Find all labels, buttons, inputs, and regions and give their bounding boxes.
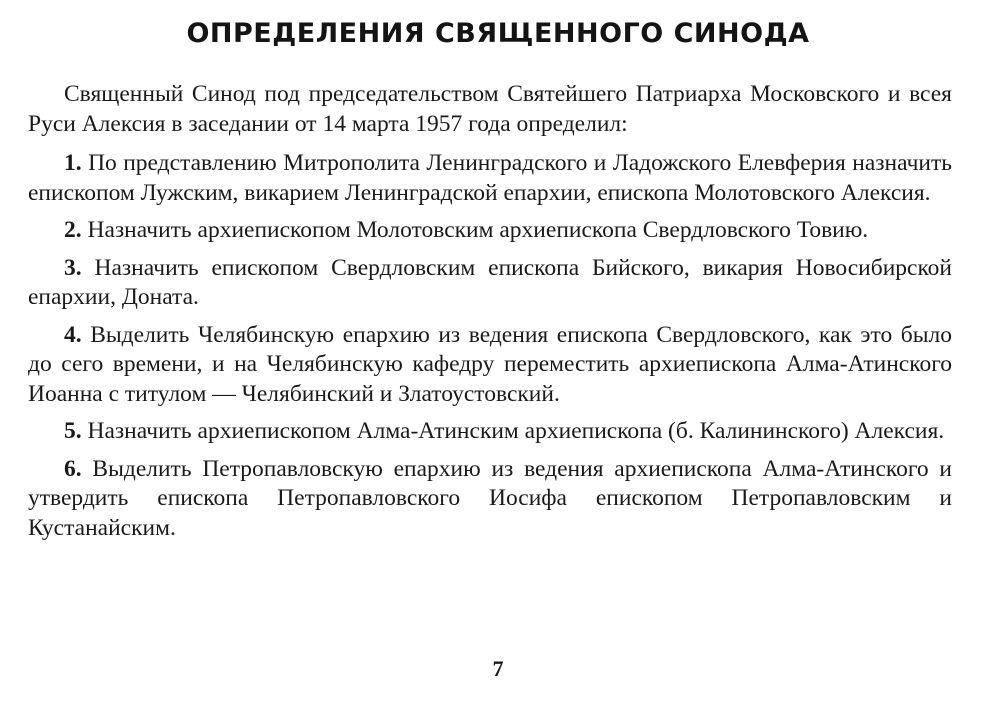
intro-paragraph: Священный Синод под председательством Святейшего Патриарха Московского и всея Руси Алексия в заседании от 14 марта 1957 года определил:: [28, 81, 952, 137]
page-number: 7: [492, 656, 504, 681]
resolution-item-6: [28, 455, 952, 544]
item-text: Выделить Петропавловскую епархию из ведения архиепископа Алма-Атинского и утвердить епископа Петропавловского Иосифа епископом Петропавловским и Кустанайским.: [28, 455, 952, 541]
item-text: По представлению Митрополита Ленинградского и Ладожского Елевферия назначить епископом Лужским, викарием Ленинградской епархии, епископа Молотовского Алексия.: [28, 150, 952, 206]
resolution-item-3: [28, 254, 952, 313]
item-number: 2.: [64, 217, 82, 243]
item-number: 3.: [64, 254, 82, 281]
document-title: ОПРЕДЕЛЕНИЯ СВЯЩЕННОГО СИНОДА: [186, 18, 810, 49]
item-text: Назначить архиепископом Молотовским архиепископа Свердловского Товию.: [87, 217, 869, 243]
resolution-item-2: [28, 216, 952, 246]
item-text: Назначить епископом Свердловским епископа Бийского, викария Новосибирской епархии, Доната.: [28, 254, 953, 310]
resolution-item-5: [28, 417, 952, 447]
item-number: 1.: [64, 150, 82, 176]
item-text: Выделить Челябинскую епархию из ведения епископа Свердловского, как это было до сего времени, и на Челябинскую кафедру переместить архиепископа Алма-Атинского Иоанна с титулом — Челябинский и Златоустовский.: [28, 321, 953, 407]
resolution-item-4: [28, 321, 952, 410]
item-number: 6.: [64, 455, 82, 482]
item-text: Назначить архиепископом Алма-Атинским архиепископа (б. Калининского) Алексия.: [87, 418, 945, 444]
item-number: 4.: [64, 321, 82, 348]
item-number: 5.: [64, 418, 82, 444]
resolution-item-1: [28, 149, 952, 208]
document-body: [28, 80, 952, 551]
